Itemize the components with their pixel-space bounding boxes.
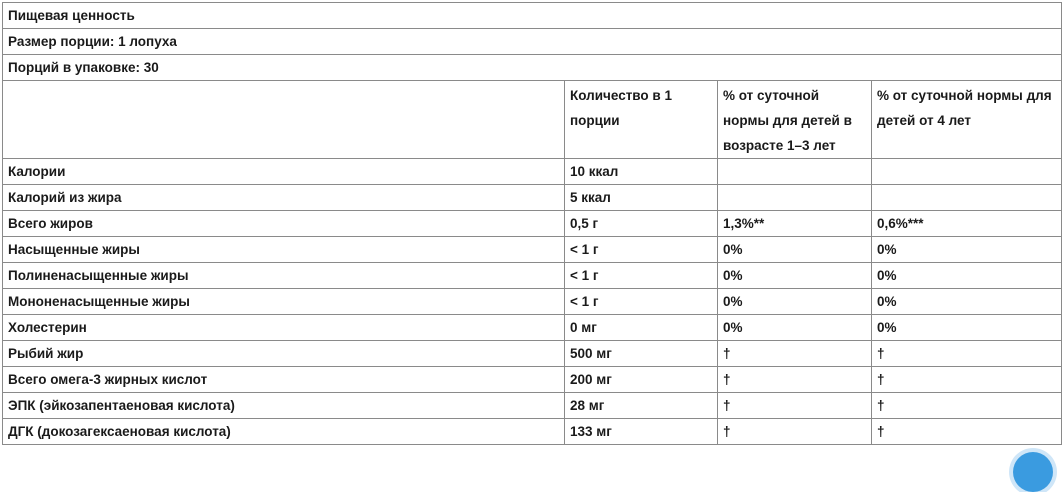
dv-1-3-cell bbox=[718, 159, 872, 185]
dv-4plus-cell bbox=[872, 185, 1062, 211]
dv-4plus-cell: 0% bbox=[872, 289, 1062, 315]
nutrient-name: Всего омега-3 жирных кислот bbox=[3, 367, 565, 393]
amount-cell: 28 мг bbox=[565, 393, 718, 419]
nutrient-name: Холестерин bbox=[3, 315, 565, 341]
amount-cell: 0 мг bbox=[565, 315, 718, 341]
table-title: Пищевая ценность bbox=[3, 3, 1062, 29]
nutrient-name: ДГК (докозагексаеновая кислота) bbox=[3, 419, 565, 445]
dv-1-3-cell bbox=[718, 185, 872, 211]
table-row bbox=[3, 367, 1062, 393]
dv-1-3-cell: † bbox=[718, 367, 872, 393]
dv-1-3-cell: 0% bbox=[718, 315, 872, 341]
amount-cell: 10 ккал bbox=[565, 159, 718, 185]
dv-4plus-cell: 0% bbox=[872, 315, 1062, 341]
nutrient-name: ЭПК (эйкозапентаеновая кислота) bbox=[3, 393, 565, 419]
amount-cell: 200 мг bbox=[565, 367, 718, 393]
table-row bbox=[3, 419, 1062, 445]
amount-cell: 500 мг bbox=[565, 341, 718, 367]
dv-4plus-cell: 0% bbox=[872, 263, 1062, 289]
amount-cell: < 1 г bbox=[565, 237, 718, 263]
amount-cell: < 1 г bbox=[565, 289, 718, 315]
dv-1-3-cell: † bbox=[718, 341, 872, 367]
floating-action-button[interactable] bbox=[1013, 452, 1053, 492]
dv-4plus-cell: 0,6%*** bbox=[872, 211, 1062, 237]
table-row bbox=[3, 315, 1062, 341]
column-header: % от суточной нормы для детей в возрасте 1–3 лет bbox=[718, 81, 872, 159]
table-row bbox=[3, 211, 1062, 237]
table-row bbox=[3, 185, 1062, 211]
table-row bbox=[3, 263, 1062, 289]
table-row bbox=[3, 393, 1062, 419]
table-row bbox=[3, 159, 1062, 185]
nutrient-name: Полиненасыщенные жиры bbox=[3, 263, 565, 289]
column-header: Количество в 1 порции bbox=[565, 81, 718, 159]
table-row bbox=[3, 237, 1062, 263]
dv-1-3-cell: † bbox=[718, 393, 872, 419]
dv-1-3-cell: 0% bbox=[718, 237, 872, 263]
amount-cell: 133 мг bbox=[565, 419, 718, 445]
dv-4plus-cell: † bbox=[872, 393, 1062, 419]
column-header: % от суточной нормы для детей от 4 лет bbox=[872, 81, 1062, 159]
dv-4plus-cell: † bbox=[872, 419, 1062, 445]
amount-cell: 5 ккал bbox=[565, 185, 718, 211]
amount-cell: 0,5 г bbox=[565, 211, 718, 237]
nutrient-name: Насыщенные жиры bbox=[3, 237, 565, 263]
dv-1-3-cell: 0% bbox=[718, 263, 872, 289]
nutrient-name: Всего жиров bbox=[3, 211, 565, 237]
dv-4plus-cell: † bbox=[872, 367, 1062, 393]
dv-1-3-cell: 1,3%** bbox=[718, 211, 872, 237]
dv-4plus-cell: † bbox=[872, 341, 1062, 367]
dv-1-3-cell: † bbox=[718, 419, 872, 445]
table-row bbox=[3, 289, 1062, 315]
nutrient-name: Мононенасыщенные жиры bbox=[3, 289, 565, 315]
servings-per-pack-row bbox=[3, 55, 1062, 81]
serving-size: Размер порции: 1 лопуха bbox=[3, 29, 1062, 55]
nutrient-name: Рыбий жир bbox=[3, 341, 565, 367]
nutrient-name: Калорий из жира bbox=[3, 185, 565, 211]
nutrition-facts-table bbox=[2, 2, 1062, 445]
header-row bbox=[3, 81, 1062, 159]
dv-4plus-cell bbox=[872, 159, 1062, 185]
title-row bbox=[3, 3, 1062, 29]
servings-per-pack: Порций в упаковке: 30 bbox=[3, 55, 1062, 81]
column-header bbox=[3, 81, 565, 159]
table-row bbox=[3, 341, 1062, 367]
amount-cell: < 1 г bbox=[565, 263, 718, 289]
serving-size-row bbox=[3, 29, 1062, 55]
nutrient-name: Калории bbox=[3, 159, 565, 185]
dv-4plus-cell: 0% bbox=[872, 237, 1062, 263]
dv-1-3-cell: 0% bbox=[718, 289, 872, 315]
